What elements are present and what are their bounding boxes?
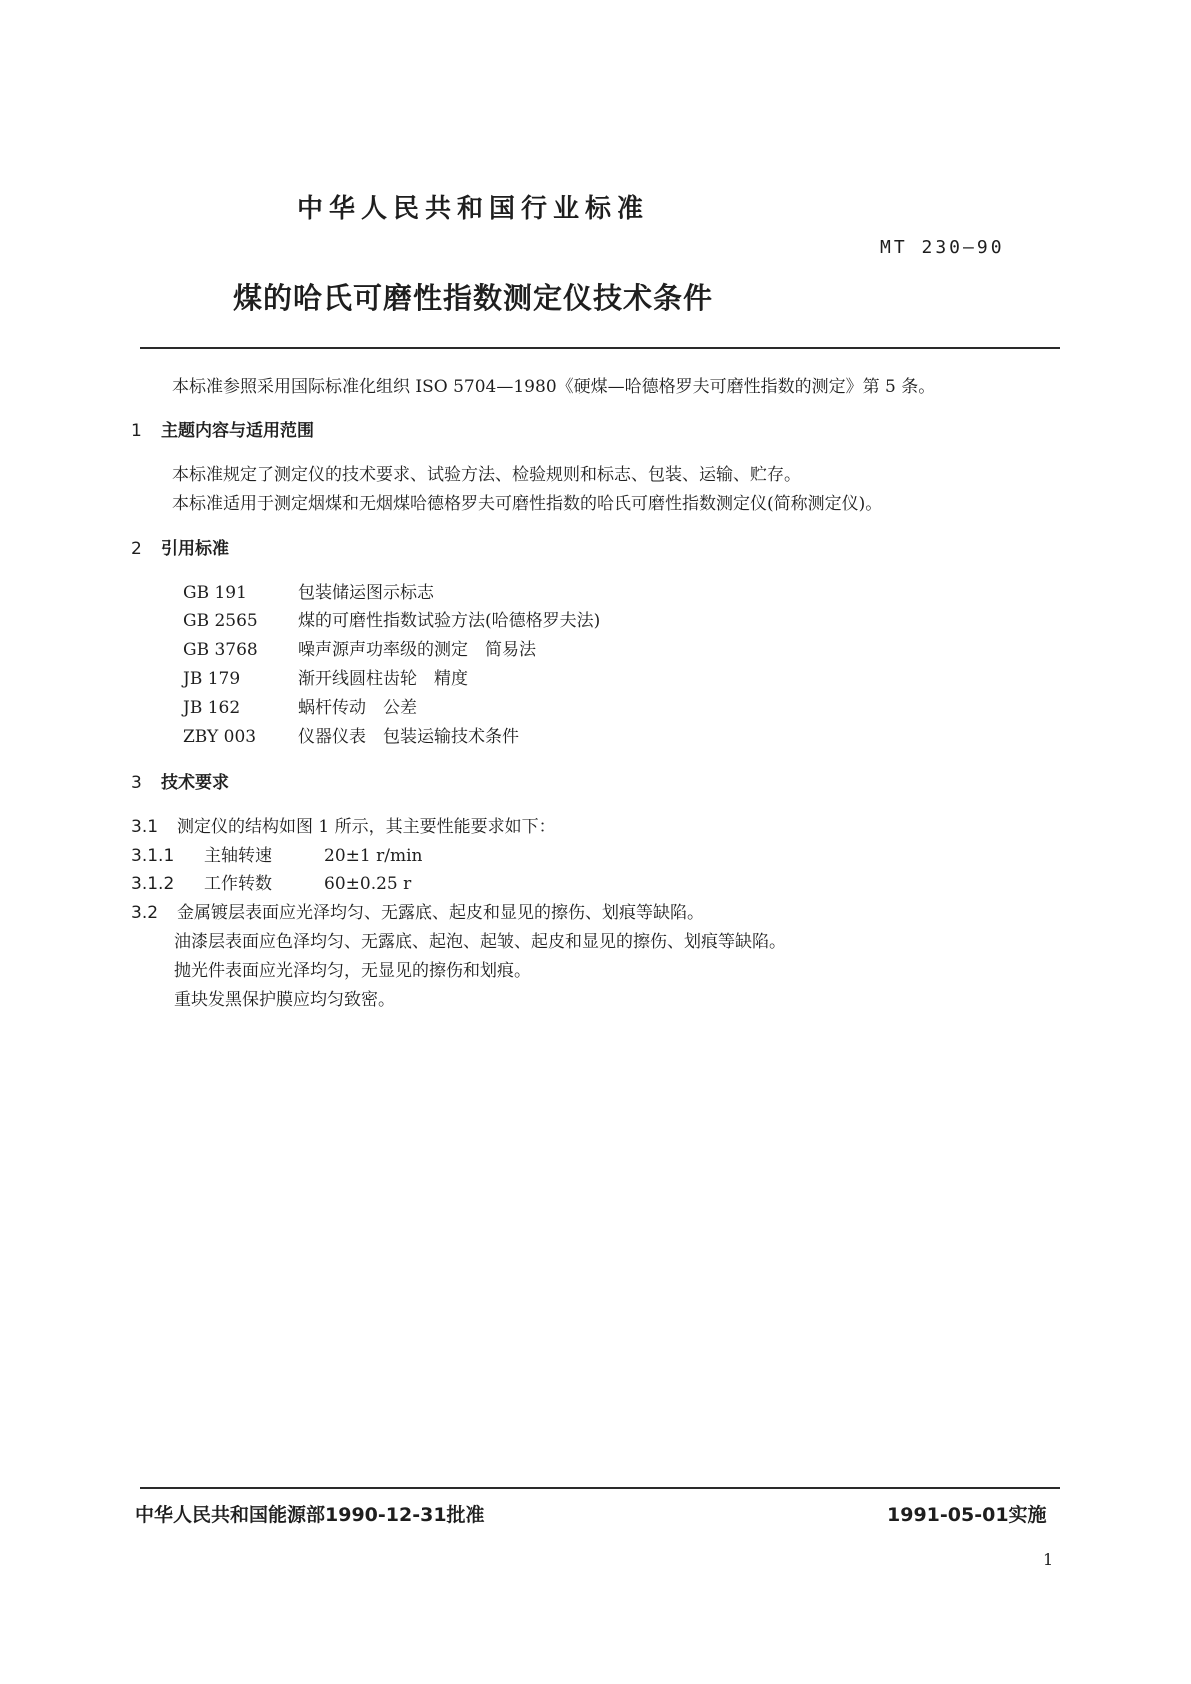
reference-code: GB 3768	[183, 640, 258, 660]
reference-title: 仪器仪表 包装运输技术条件	[298, 727, 519, 747]
clause-label: 工作转数	[204, 874, 272, 894]
reference-item	[183, 693, 417, 718]
clause-3-2-line: 油漆层表面应色泽均匀、无露底、起泡、起皱、起皮和显见的擦伤、划痕等缺陷。	[174, 932, 786, 952]
section-1-paragraph: 本标准适用于测定烟煤和无烟煤哈德格罗夫可磨性指数的哈氏可磨性指数测定仪(简称测定仪)。	[172, 494, 883, 514]
clause-text: 金属镀层表面应光泽均匀、无露底、起皮和显见的擦伤、划痕等缺陷。	[177, 903, 704, 923]
section-1-heading	[131, 416, 314, 441]
reference-title: 包装储运图示标志	[298, 583, 434, 603]
reference-title: 煤的可磨性指数试验方法(哈德格罗夫法)	[298, 611, 601, 631]
section-2-heading	[131, 534, 229, 559]
page-number: 1	[1043, 1550, 1054, 1569]
clause-text: 测定仪的结构如图 1 所示，其主要性能要求如下：	[177, 817, 556, 837]
clause-3-2-line: 抛光件表面应光泽均匀，无显见的擦伤和划痕。	[174, 961, 531, 981]
footer-divider	[140, 1487, 1060, 1489]
clause-number: 3.1.1	[131, 846, 175, 866]
clause-number: 3.2	[131, 903, 159, 923]
reference-item	[183, 635, 536, 660]
clause-3-1	[131, 812, 556, 837]
reference-code: GB 191	[183, 583, 247, 603]
reference-item	[183, 578, 434, 603]
clause-value: 20±1 r/min	[324, 846, 423, 866]
clause-value: 60±0.25 r	[324, 874, 412, 894]
clause-number: 3.1	[131, 817, 159, 837]
reference-title: 噪声源声功率级的测定 简易法	[298, 640, 536, 660]
standard-code: MT 230—90	[880, 237, 1005, 258]
reference-code: ZBY 003	[183, 727, 257, 747]
intro-paragraph: 本标准参照采用国际标准化组织 ISO 5704—1980《硬煤—哈德格罗夫可磨性指数的测定》第 5 条。	[172, 377, 936, 397]
reference-item	[183, 722, 519, 747]
standard-category: 中华人民共和国行业标准	[297, 194, 650, 224]
document-title: 煤的哈氏可磨性指数测定仪技术条件	[233, 281, 714, 315]
section-1-paragraph: 本标准规定了测定仪的技术要求、试验方法、检验规则和标志、包装、运输、贮存。	[172, 465, 801, 485]
section-number: 3	[131, 773, 142, 793]
effective-date: 1991-05-01实施	[887, 1504, 1047, 1526]
reference-code: JB 162	[183, 698, 241, 718]
reference-title: 渐开线圆柱齿轮 精度	[298, 669, 468, 689]
reference-item	[183, 606, 600, 631]
reference-code: GB 2565	[183, 611, 258, 631]
clause-label: 主轴转速	[204, 846, 272, 866]
section-3-heading	[131, 768, 229, 793]
clause-3-1-1	[131, 841, 422, 866]
clause-number: 3.1.2	[131, 874, 175, 894]
clause-3-2-line: 重块发黑保护膜应均匀致密。	[174, 990, 395, 1010]
section-title: 主题内容与适用范围	[161, 421, 314, 441]
approval-info: 中华人民共和国能源部1990-12-31批准	[135, 1504, 485, 1526]
reference-code: JB 179	[183, 669, 241, 689]
clause-3-1-2	[131, 869, 411, 894]
reference-item	[183, 664, 468, 689]
section-title: 引用标准	[161, 539, 229, 559]
header-divider	[140, 347, 1060, 349]
clause-3-2	[131, 898, 704, 923]
section-title: 技术要求	[161, 773, 229, 793]
section-number: 1	[131, 421, 142, 441]
reference-title: 蜗杆传动 公差	[298, 698, 417, 718]
section-number: 2	[131, 539, 142, 559]
